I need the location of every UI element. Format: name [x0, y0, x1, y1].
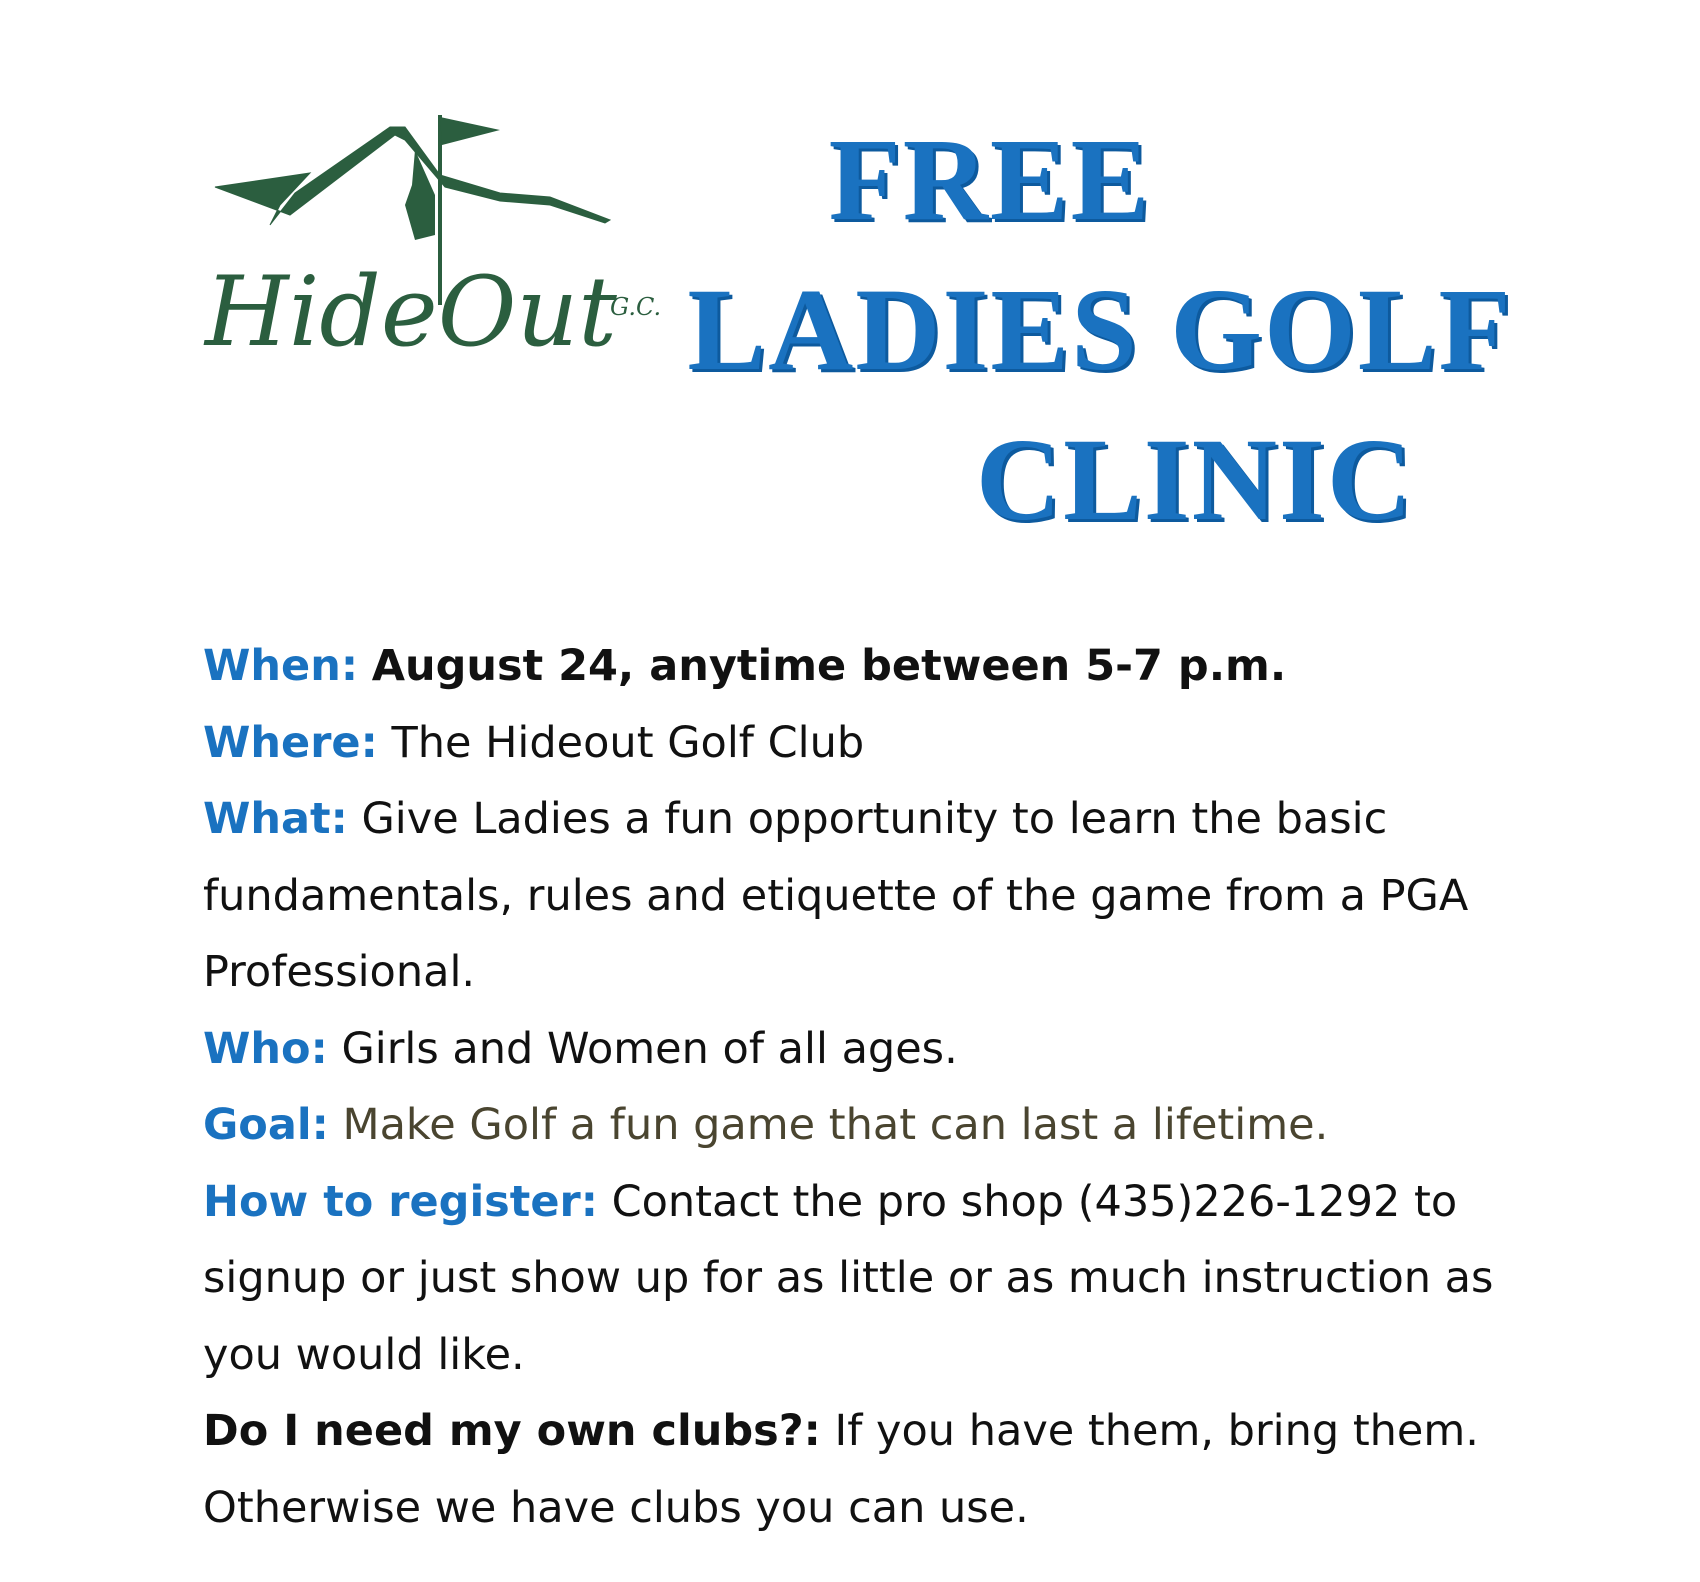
detail-text: Contact the pro shop (435)226-1292 to signup or just show up for as little or as much instruction as you would like. — [203, 1176, 1494, 1380]
title-line-1: FREE — [828, 114, 1152, 245]
logo-wordmark: HideOut — [205, 256, 617, 368]
detail-label: Do I need my own clubs?: — [203, 1406, 821, 1456]
detail-text: The Hideout Golf Club — [391, 717, 865, 768]
detail-label: What: — [203, 794, 348, 844]
detail-text: If you have them, bring them. Otherwise we have clubs you can use. — [203, 1406, 1479, 1533]
detail-who — [203, 1011, 1523, 1088]
detail-text: Make Golf a fun game that can last a lifetime. — [342, 1100, 1329, 1150]
detail-label: When: — [203, 641, 359, 691]
detail-label: Who: — [203, 1023, 328, 1074]
detail-when — [203, 628, 1523, 705]
detail-clubs — [203, 1393, 1523, 1546]
detail-label: How to register: — [203, 1176, 598, 1227]
event-details — [203, 628, 1523, 1546]
detail-register — [203, 1164, 1523, 1394]
logo-suffix: G.C. — [610, 293, 662, 321]
detail-where — [203, 705, 1523, 782]
flyer-title — [640, 105, 1560, 555]
detail-text: Give Ladies a fun opportunity to learn the basic fundamentals, rules and etiquette of the game from a PGA Professional. — [203, 794, 1469, 997]
detail-label: Goal: — [203, 1100, 329, 1150]
detail-text: August 24, anytime between 5-7 p.m. — [371, 641, 1287, 691]
detail-what — [203, 781, 1523, 1011]
detail-goal — [203, 1087, 1523, 1164]
title-line-3: CLINIC — [975, 414, 1415, 545]
detail-text: Girls and Women of all ages. — [341, 1023, 958, 1074]
detail-label: Where: — [203, 717, 378, 768]
title-line-2: LADIES GOLF — [687, 264, 1513, 395]
